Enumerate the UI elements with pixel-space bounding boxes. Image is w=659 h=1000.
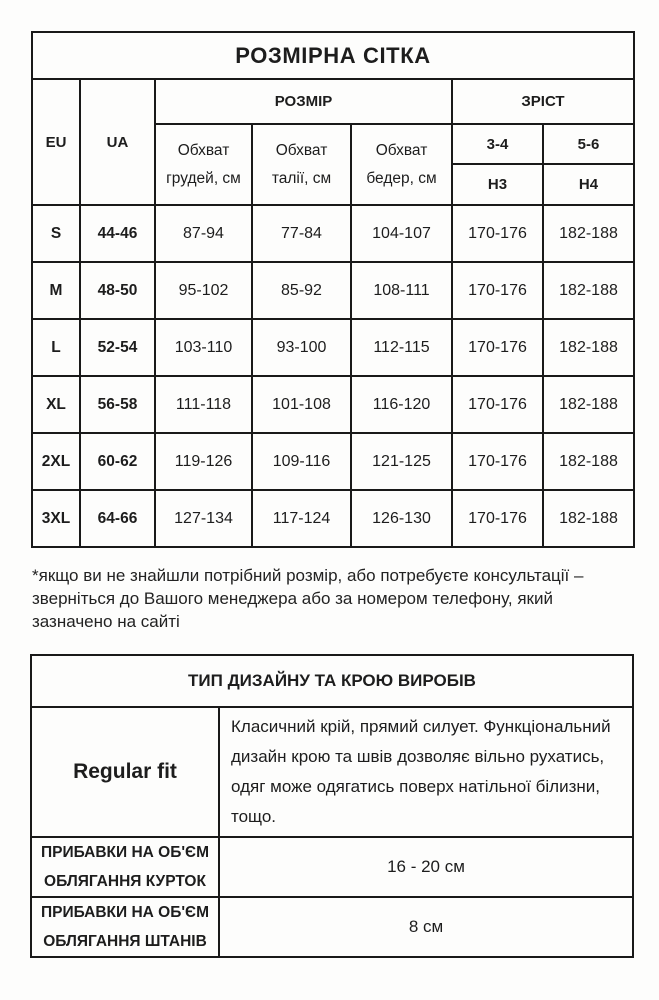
cell-height-56: 182-188 <box>543 376 634 433</box>
cell-height-34: 170-176 <box>452 433 543 490</box>
cell-waist: 85-92 <box>252 262 351 319</box>
cell-chest: 87-94 <box>155 205 252 262</box>
header-height-range-1: 3-4 <box>452 124 543 164</box>
cell-eu: 3XL <box>32 490 80 547</box>
cell-height-34: 170-176 <box>452 490 543 547</box>
cell-eu: 2XL <box>32 433 80 490</box>
cell-waist: 77-84 <box>252 205 351 262</box>
size-row-m <box>32 262 634 319</box>
cell-height-34: 170-176 <box>452 376 543 433</box>
header-height-code-2: Н4 <box>543 164 634 205</box>
cell-chest: 119-126 <box>155 433 252 490</box>
cell-height-56: 182-188 <box>543 205 634 262</box>
cell-hips: 116-120 <box>351 376 452 433</box>
header-chest: Обхват грудей, см <box>155 124 252 205</box>
header-height-code-1: Н3 <box>452 164 543 205</box>
cell-height-34: 170-176 <box>452 262 543 319</box>
cell-waist: 93-100 <box>252 319 351 376</box>
cell-hips: 121-125 <box>351 433 452 490</box>
cell-height-34: 170-176 <box>452 319 543 376</box>
footnote-line: зверніться до Вашого менеджера або за номером телефону, який <box>32 589 553 608</box>
size-table-header-row-1 <box>32 79 634 124</box>
cell-height-56: 182-188 <box>543 490 634 547</box>
cell-eu: M <box>32 262 80 319</box>
pants-allowance-row <box>31 897 633 957</box>
header-ua: UA <box>80 79 155 205</box>
cell-waist: 117-124 <box>252 490 351 547</box>
header-waist: Обхват талії, см <box>252 124 351 205</box>
design-table-title: ТИП ДИЗАЙНУ ТА КРОЮ ВИРОБІВ <box>31 655 633 707</box>
cell-hips: 126-130 <box>351 490 452 547</box>
footnote-line: *якщо ви не знайшли потрібний розмір, або потребуєте консультації – <box>32 566 584 585</box>
pants-allowance-label: ПРИБАВКИ НА ОБ'ЄМ ОБЛЯГАННЯ ШТАНІВ <box>31 897 219 957</box>
cell-ua: 56-58 <box>80 376 155 433</box>
cell-height-56: 182-188 <box>543 433 634 490</box>
design-table-title-row <box>31 655 633 707</box>
cell-waist: 109-116 <box>252 433 351 490</box>
size-row-3xl <box>32 490 634 547</box>
size-footnote <box>32 564 632 633</box>
cell-height-56: 182-188 <box>543 262 634 319</box>
size-table-title: РОЗМІРНА СІТКА <box>32 32 634 79</box>
size-table <box>31 31 635 548</box>
cell-waist: 101-108 <box>252 376 351 433</box>
header-size-group: РОЗМІР <box>155 79 452 124</box>
cell-ua: 44-46 <box>80 205 155 262</box>
cell-height-34: 170-176 <box>452 205 543 262</box>
jacket-allowance-value: 16 - 20 см <box>219 837 633 897</box>
cell-chest: 103-110 <box>155 319 252 376</box>
header-height-group: ЗРІСТ <box>452 79 634 124</box>
cell-ua: 60-62 <box>80 433 155 490</box>
cell-hips: 112-115 <box>351 319 452 376</box>
fit-description: Класичний крій, прямий силует. Функціональний дизайн крою та швів дозволяє вільно рухатись, одяг може одягатись поверх натільної білизни, тощо. <box>219 707 633 837</box>
pants-allowance-value: 8 см <box>219 897 633 957</box>
cell-chest: 95-102 <box>155 262 252 319</box>
cell-eu: S <box>32 205 80 262</box>
jacket-allowance-row <box>31 837 633 897</box>
cell-ua: 64-66 <box>80 490 155 547</box>
cell-ua: 52-54 <box>80 319 155 376</box>
header-eu: EU <box>32 79 80 205</box>
cell-eu: L <box>32 319 80 376</box>
cell-chest: 111-118 <box>155 376 252 433</box>
cell-hips: 104-107 <box>351 205 452 262</box>
jacket-allowance-label: ПРИБАВКИ НА ОБ'ЄМ ОБЛЯГАННЯ КУРТОК <box>31 837 219 897</box>
cell-ua: 48-50 <box>80 262 155 319</box>
cell-chest: 127-134 <box>155 490 252 547</box>
size-row-s <box>32 205 634 262</box>
size-row-xl <box>32 376 634 433</box>
design-type-table <box>30 654 634 958</box>
size-row-2xl <box>32 433 634 490</box>
size-table-title-row <box>32 32 634 79</box>
cell-height-56: 182-188 <box>543 319 634 376</box>
size-row-l <box>32 319 634 376</box>
header-hips: Обхват бедер, см <box>351 124 452 205</box>
cell-eu: XL <box>32 376 80 433</box>
fit-name: Regular fit <box>31 707 219 837</box>
footnote-line: зазначено на сайті <box>32 612 180 631</box>
header-height-range-2: 5-6 <box>543 124 634 164</box>
regular-fit-row <box>31 707 633 837</box>
cell-hips: 108-111 <box>351 262 452 319</box>
